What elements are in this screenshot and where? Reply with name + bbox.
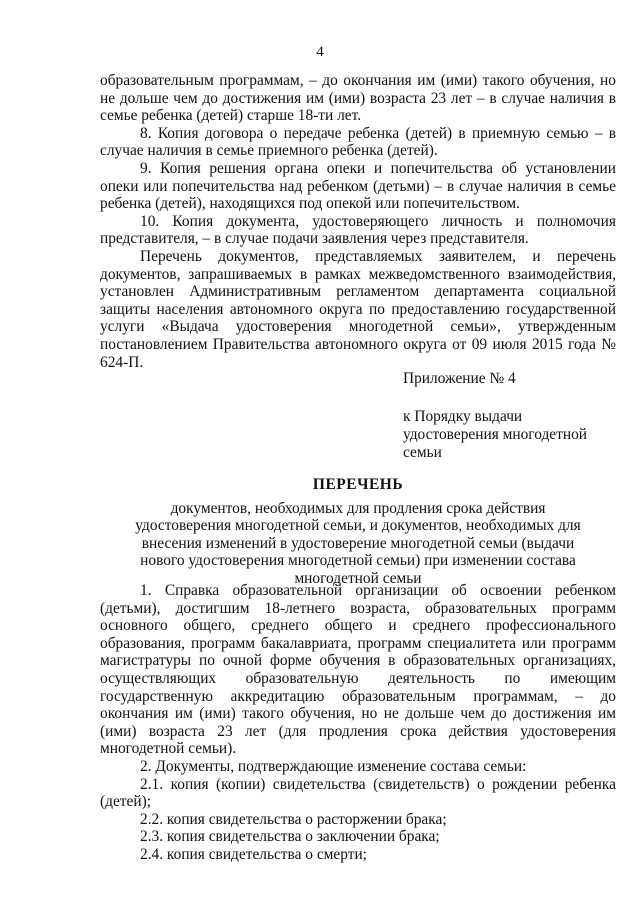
appendix-reference [403,370,603,462]
continuation-paragraph: образовательным программам, – до окончания им (ими) такого обучения, но не дольше чем до достижения им (ими) возраста 23 лет – в случае наличия в семье ребенка (детей) старше 18-ти лет. [100,72,616,125]
list-item-2-2: 2.2. копия свидетельства о расторжении брака; [140,810,447,828]
list-item-2: 2. Документы, подтверждающие изменение состава семьи: [140,757,527,775]
heading-subtitle: документов, необходимых для продления срока действия удостоверения многодетной семьи, и документов, необходимых для внесения изменений в удостоверение многодетной семьи (выдачи нового удостоверения многодетной семьи) при изменении состава многодетной семьи [135,499,581,587]
documents-list [100,582,616,864]
list-item-2-3: 2.3. копия свидетельства о заключении брака; [140,828,440,846]
perechen-paragraph: Перечень документов, представляемых заявителем, и перечень документов, запрашиваемых в рамках межведомственного взаимодействия, установлен Административным регламентом департамента социальной защиты населения автономного округа по предоставлению государственной услуги «Выдача удостоверения многодетной семьи», утвержденным постановлением Правительства автономного округа от 09 июля 2015 года № 624-П. [100,247,616,371]
appendix-line-1: к Порядку выдачи [403,408,523,425]
heading-title: ПЕРЕЧЕНЬ [312,476,404,493]
document-body [100,72,616,371]
appendix-line-2: удостоверения многодетной [403,426,588,443]
list-item-2-4: 2.4. копия свидетельства о смерти; [140,845,367,863]
document-heading [100,476,616,588]
list-item-10: 10. Копия документа, удостоверяющего личность и полномочия представителя, – в случае подачи заявления через представителя. [100,212,616,248]
list-item-8: 8. Копия договора о передаче ребенка (детей) в приемную семью – в случае наличия в семье приемного ребенка (детей). [100,124,616,160]
page-number: 4 [316,44,324,60]
appendix-label: Приложение № 4 [403,370,516,387]
list-item-1: 1. Справка образовательной организации об освоении ребенком (детьми), достигшим 18-летнего возраста, образовательных программ основного общего, среднего общего и среднего профессионального образования, программ бакалавриата, программ специалитета или программ магистратуры по очной форме обучения в образовательных организациях, осуществляющих образовательную деятельность по имеющим государственную аккредитацию образовательным программам, – до окончания им (ими) такого обучения, но не дольше чем до достижения им (ими) возраста 23 лет (для продления срока действия удостоверения многодетной семьи). [100,582,616,758]
list-item-9: 9. Копия решения органа опеки и попечительства об установлении опеки или попечительства над ребенком (детьми) – в случае наличия в семье ребенка (детей), находящихся под опекой или попечительством. [100,159,616,213]
list-item-2-1: 2.1. копия (копии) свидетельства (свидетельств) о рождении ребенка (детей); [100,775,616,811]
appendix-line-3: семьи [403,444,442,461]
